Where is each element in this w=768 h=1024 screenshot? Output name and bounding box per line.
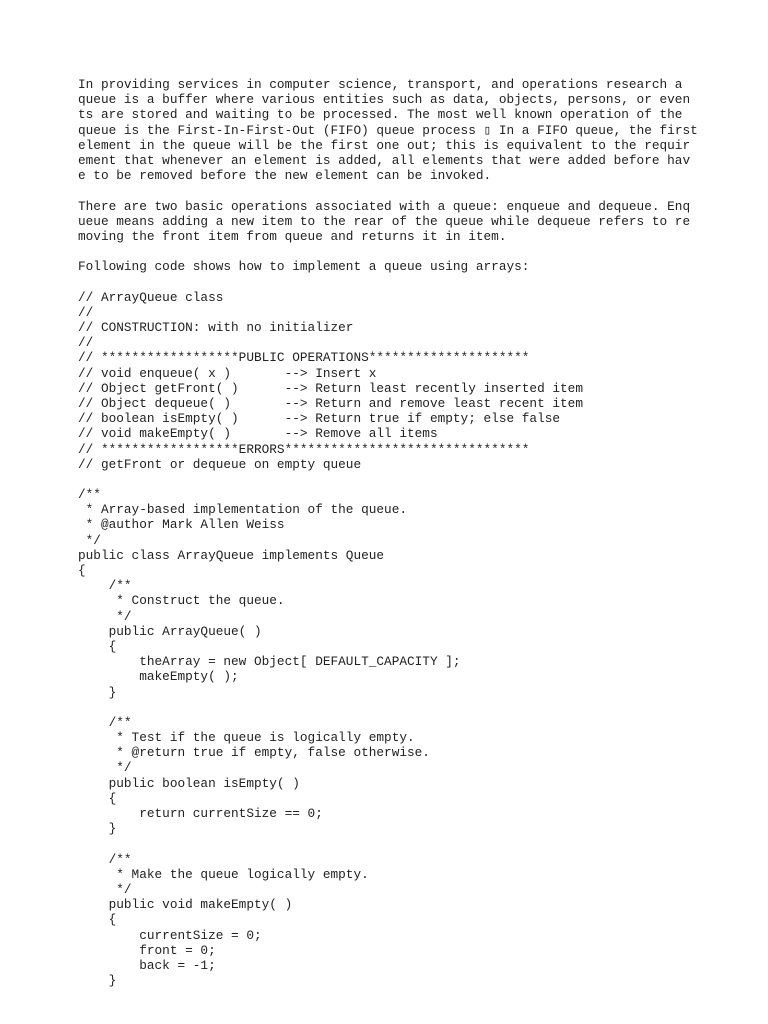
code-line: public ArrayQueue( ) [78,623,262,639]
code-line: // boolean isEmpty( ) --> Return true if empty; else false [78,411,561,427]
code-line: currentSize = 0; [78,927,262,943]
code-line: { [78,790,117,806]
code-line: * Test if the queue is logically empty. [78,730,415,746]
text-line: e to be removed before the new element can be invoked. [78,168,492,184]
text-line: ement that whenever an element is added, all elements that were added before hav [78,152,691,168]
code-line: // CONSTRUCTION: with no initializer [78,320,354,335]
code-line: } [78,973,117,989]
code-line: { [78,638,117,654]
code-line: public boolean isEmpty( ) [78,775,300,791]
code-line: * Array-based implementation of the queue. [78,502,408,518]
code-line: /** [78,714,132,730]
code-line: * @author Mark Allen Weiss [78,517,285,533]
text-line: ueue means adding a new item to the rear of the queue while dequeue refers to re [78,213,691,229]
text-line: queue is a buffer where various entities such as data, objects, persons, or even [78,92,691,108]
blank-line [78,836,718,851]
code-line: // void enqueue( x ) --> Insert x [78,365,377,381]
code-line: public class ArrayQueue implements Queue [78,547,385,563]
text-line: Following code shows how to implement a queue using arrays: [78,259,530,275]
code-line: // Object getFront( ) --> Return least recently inserted item [78,380,583,396]
code-line: */ [78,760,132,776]
code-line: back = -1; [78,957,216,973]
text-line: There are two basic operations associated with a queue: enqueue and dequeue. Enq [78,198,691,214]
blank-line [78,183,718,198]
code-line: } [78,821,117,837]
code-line: // getFront or dequeue on empty queue [78,456,362,472]
blank-line [78,244,718,259]
code-line: // ******************PUBLIC OPERATIONS********************* [78,350,530,366]
code-line: { [78,563,86,578]
text-line: In providing services in computer science, transport, and operations research a [78,77,683,92]
code-line: makeEmpty( ); [78,669,239,685]
code-line: // ******************ERRORS******************************** [78,441,530,457]
code-line: // Object dequeue( ) --> Return and remove least recent item [78,395,583,411]
code-line: { [78,912,117,928]
code-line: /** [78,851,132,867]
text-line: queue is the First-In-First-Out (FIFO) queue process ▯ In a FIFO queue, the first [78,122,698,138]
code-line: * @return true if empty, false otherwise. [78,745,430,761]
code-line: // void makeEmpty( ) --> Remove all items [78,426,438,442]
code-line: } [78,684,117,700]
code-line: front = 0; [78,942,216,958]
code-line: // [78,304,94,320]
code-line: * Make the queue logically empty. [78,866,369,882]
code-line: */ [78,608,132,624]
code-line: */ [78,881,132,897]
blank-line [78,274,718,289]
code-line: public void makeEmpty( ) [78,897,293,913]
code-line: // [78,335,94,351]
code-line: /** [78,578,132,594]
blank-line [78,700,718,715]
code-line: return currentSize == 0; [78,806,323,821]
code-line: */ [78,532,101,548]
text-line: element in the queue will be the first one out; this is equivalent to the requir [78,137,691,153]
code-line: * Construct the queue. [78,593,285,609]
code-line: theArray = new Object[ DEFAULT_CAPACITY ]; [78,654,461,670]
blank-line [78,472,718,487]
code-line: /** [78,487,101,503]
code-line: // ArrayQueue class [78,289,224,305]
text-line: ts are stored and waiting to be processed. The most well known operation of the [78,107,683,123]
text-line: moving the front item from queue and returns it in item. [78,228,507,244]
document-page [78,77,718,988]
